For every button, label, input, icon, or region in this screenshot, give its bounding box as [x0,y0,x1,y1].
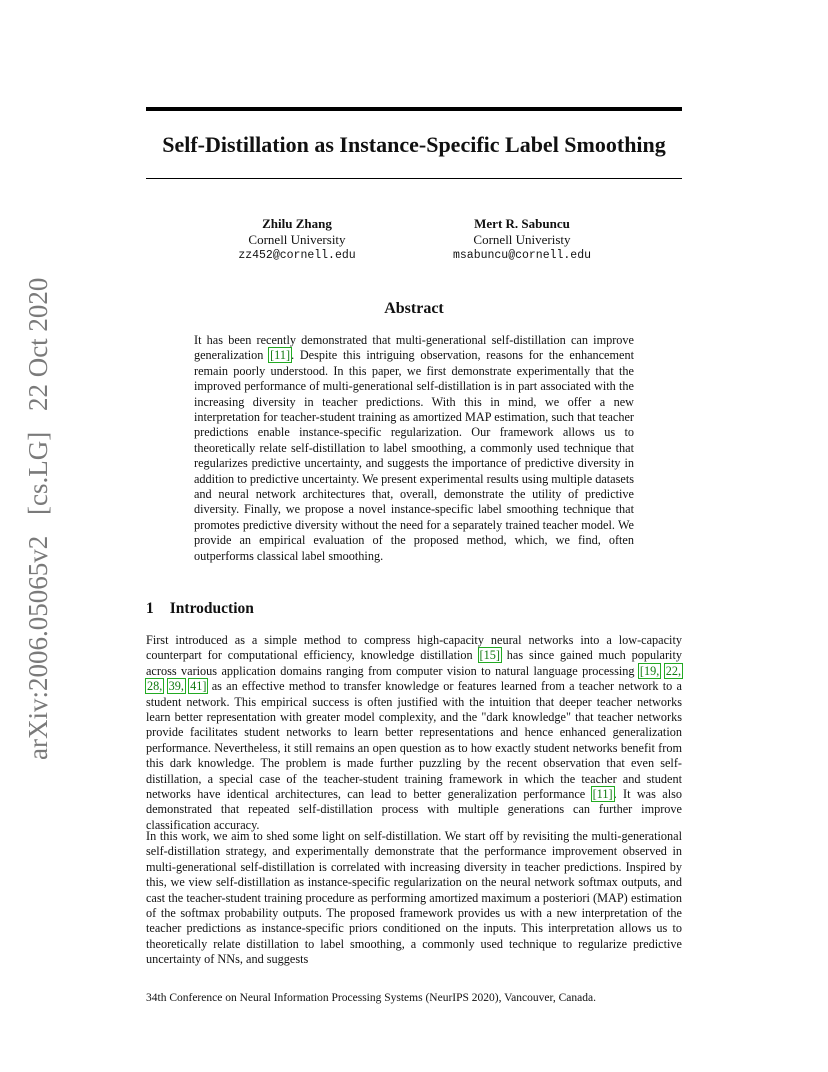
citation-link[interactable]: 41] [190,679,207,694]
author-email: msabuncu@cornell.edu [452,249,592,262]
section-heading-introduction [146,598,254,620]
conference-footnote: 34th Conference on Neural Information Processing Systems (NeurIPS 2020), Vancouver, Canada. [146,992,596,1004]
author-name: Mert R. Sabuncu [474,216,570,231]
author-block [402,216,642,264]
citation-link[interactable]: [11] [592,787,613,802]
author-name: Zhilu Zhang [262,216,332,231]
abstract-text-part: It has been recently demonstrated that multi-generational self-distillation can improve generalization [194,333,634,363]
abstract-text [194,333,634,564]
paragraph-text: has since gained much popularity across various application domains ranging from computer vision to natural language processing [146,648,682,678]
author-affiliation: Cornell Univeristy [473,232,571,247]
citation-link[interactable]: 28, [147,679,163,694]
title-rule-bottom [146,178,682,179]
citation-link[interactable]: [19, [639,663,660,678]
arxiv-sidebar-stamp [20,277,56,760]
section-title: Introduction [169,600,254,617]
arxiv-category: [cs.LG] [23,431,53,516]
author-affiliation: Cornell University [248,232,346,247]
abstract-text-part: . Despite this intriguing observation, reasons for the enhancement remain poorly understood. In this paper, we first demonstrate experimentally that the improved performance of multi-generational self-distillation is in part associated with the increasing diversity in teacher predictions. With this in mind, we offer a new interpretation for teacher-student training as amortized MAP estimation, such that teacher predictions enable instance-specific regularization. Our framework allows us to theoretically relate self-distillation to label smoothing, a commonly used technique that regularizes predictive uncertainty, and suggests the importance of predictive diversity in addition to predictive uncertainty. We present experimental results using multiple datasets and neural network architectures that, overall, demonstrate the utility of predictive diversity. Finally, we propose a novel instance-specific label smoothing technique that promotes predictive diversity without the need for a separately trained teacher model. We provide an empirical evaluation of the proposed method, which, we find, often outperforms classical label smoothing. [194,348,634,563]
citation-link[interactable]: 22, [665,663,681,678]
arxiv-date: 22 Oct 2020 [23,277,53,412]
paragraph-text: First introduced as a simple method to compress high-capacity neural networks into a low-capacity counterpart for computational efficiency, knowledge distillation [146,633,682,663]
section-number: 1 [146,600,154,617]
author-block [177,216,417,264]
arxiv-id: arXiv:2006.05065v2 [23,535,53,760]
citation-link[interactable]: [11] [270,348,291,363]
paragraph-text: . It was also demonstrated that repeated self-distillation process with multiple generations can further improve classification accuracy. [146,787,682,832]
citation-link[interactable]: 39, [168,679,184,694]
paragraph-text: as an effective method to transfer knowledge or features learned from a teacher network to a student network. This empirical success is often justified with the intuition that deeper teacher networks learn better representation with greater model complexity, and the "dark knowledge" that teacher networks provide facilitates student networks to learn better representations and hence enhanced generalization performance. Nevertheless, it still remains an open question as to how exactly student networks benefit from this dark knowledge. The problem is made further puzzling by the recent observation that even self-distillation, a special case of the teacher-student training framework in which the teacher and student networks have identical architectures, can lead to better generalization performance [146,679,682,802]
title-rule-top [146,107,682,111]
author-email: zz452@cornell.edu [238,249,356,262]
citation-link[interactable]: [15] [479,648,500,663]
paper-title: Self-Distillation as Instance-Specific Label Smoothing [162,132,666,157]
abstract-heading: Abstract [384,300,444,317]
intro-paragraph-2: In this work, we aim to shed some light on self-distillation. We start off by revisiting the multi-generational self-distillation strategy, and experimentally demonstrate that the performance improvement observed in multi-generational self-distillation is correlated with increasing diversity in teacher predictions. Inspired by this, we view self-distillation as instance-specific regularization on the neural network softmax outputs, and cast the teacher-student training procedure as performing amortized maximum a posteriori (MAP) estimation of the softmax probability outputs. The proposed framework provides us with a new interpretation of the teacher predictions as instance-specific priors conditioned on the inputs. This interpretation allows us to theoretically relate distillation to label smoothing, a commonly used technique to regularize predictive uncertainty of NNs, and suggests [146,829,682,967]
intro-paragraph-1 [146,633,682,833]
